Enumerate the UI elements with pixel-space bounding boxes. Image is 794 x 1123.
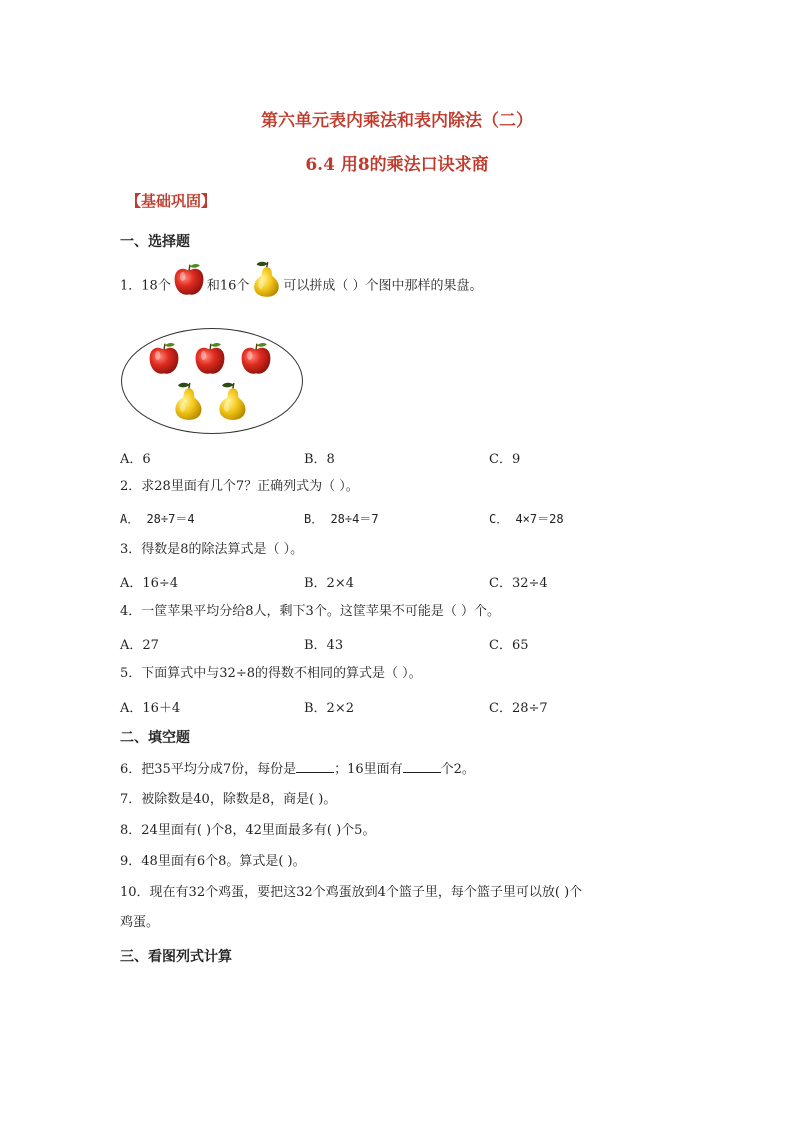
apple-icon xyxy=(171,262,207,298)
section-fill-heading: 二、填空题 xyxy=(120,730,190,746)
question-2: 2．求28里面有几个7？正确列式为（ ）。 xyxy=(120,479,359,494)
q3-option-a[interactable]: A．16÷4 xyxy=(120,576,179,591)
q1-option-c[interactable]: C．9 xyxy=(489,452,521,467)
q6-text-c: 个2。 xyxy=(440,762,475,777)
q2-option-b[interactable]: B． 28÷4＝7 xyxy=(304,512,379,526)
apple-icon xyxy=(238,341,274,377)
question-6 xyxy=(120,760,475,779)
q1-text-a: 18个 xyxy=(141,278,171,294)
q4-option-b[interactable]: B．43 xyxy=(304,638,344,653)
section-choice-heading: 一、选择题 xyxy=(120,234,190,250)
q6-blank-2[interactable] xyxy=(403,760,441,773)
question-10-continued: 鸡蛋。 xyxy=(120,915,160,930)
q6-text-a: 6．把35平均分成7份，每份是 xyxy=(120,762,297,777)
q3-option-c[interactable]: C．32÷4 xyxy=(489,576,548,591)
pear-icon xyxy=(170,381,206,421)
q5-option-b[interactable]: B．2×2 xyxy=(304,701,354,716)
section-basic-heading: 【基础巩固】 xyxy=(126,192,217,210)
question-9: 9．48里面有6个8。算式是( )。 xyxy=(120,854,306,869)
q1-number: 1． xyxy=(120,278,142,294)
q1-text-b: 和16个 xyxy=(206,278,250,294)
section-picture-heading: 三、看图列式计算 xyxy=(120,949,232,965)
question-5: 5．下面算式中与32÷8的得数不相同的算式是（ ）。 xyxy=(120,666,422,681)
pear-icon xyxy=(249,260,283,298)
q6-blank-1[interactable] xyxy=(296,760,334,773)
apple-icon xyxy=(192,341,228,377)
question-8: 8．24里面有( )个8，42里面最多有( )个5。 xyxy=(120,823,376,838)
apple-icon xyxy=(146,341,182,377)
q4-option-a[interactable]: A．27 xyxy=(120,638,159,653)
question-1 xyxy=(120,274,483,298)
question-4: 4．一筐苹果平均分给8人，剩下3个。这筐苹果不可能是（ ）个。 xyxy=(120,604,500,619)
q1-option-a[interactable]: A．6 xyxy=(120,452,151,467)
page-title: 第六单元表内乘法和表内除法（二） xyxy=(261,111,533,131)
lesson-subtitle: 6.4 用8的乘法口诀求商 xyxy=(305,155,489,175)
q4-option-c[interactable]: C．65 xyxy=(489,638,529,653)
q1-text-c: 可以拼成（ ）个图中那样的果盘。 xyxy=(283,278,483,294)
q1-option-b[interactable]: B．8 xyxy=(304,452,335,467)
q2-option-c[interactable]: C． 4×7＝28 xyxy=(489,512,564,526)
question-10: 10．现在有32个鸡蛋，要把这32个鸡蛋放到4个篮子里，每个篮子里可以放( )个 xyxy=(120,885,583,900)
q3-option-b[interactable]: B．2×4 xyxy=(304,576,354,591)
q6-text-b: ；16里面有 xyxy=(334,762,403,777)
q2-option-a[interactable]: A． 28÷7＝4 xyxy=(120,512,195,526)
pear-icon xyxy=(214,381,250,421)
q5-option-c[interactable]: C．28÷7 xyxy=(489,701,548,716)
question-3: 3．得数是8的除法算式是（ ）。 xyxy=(120,542,304,557)
q5-option-a[interactable]: A．16＋4 xyxy=(120,701,181,716)
question-7: 7．被除数是40，除数是8，商是( )。 xyxy=(120,792,337,807)
